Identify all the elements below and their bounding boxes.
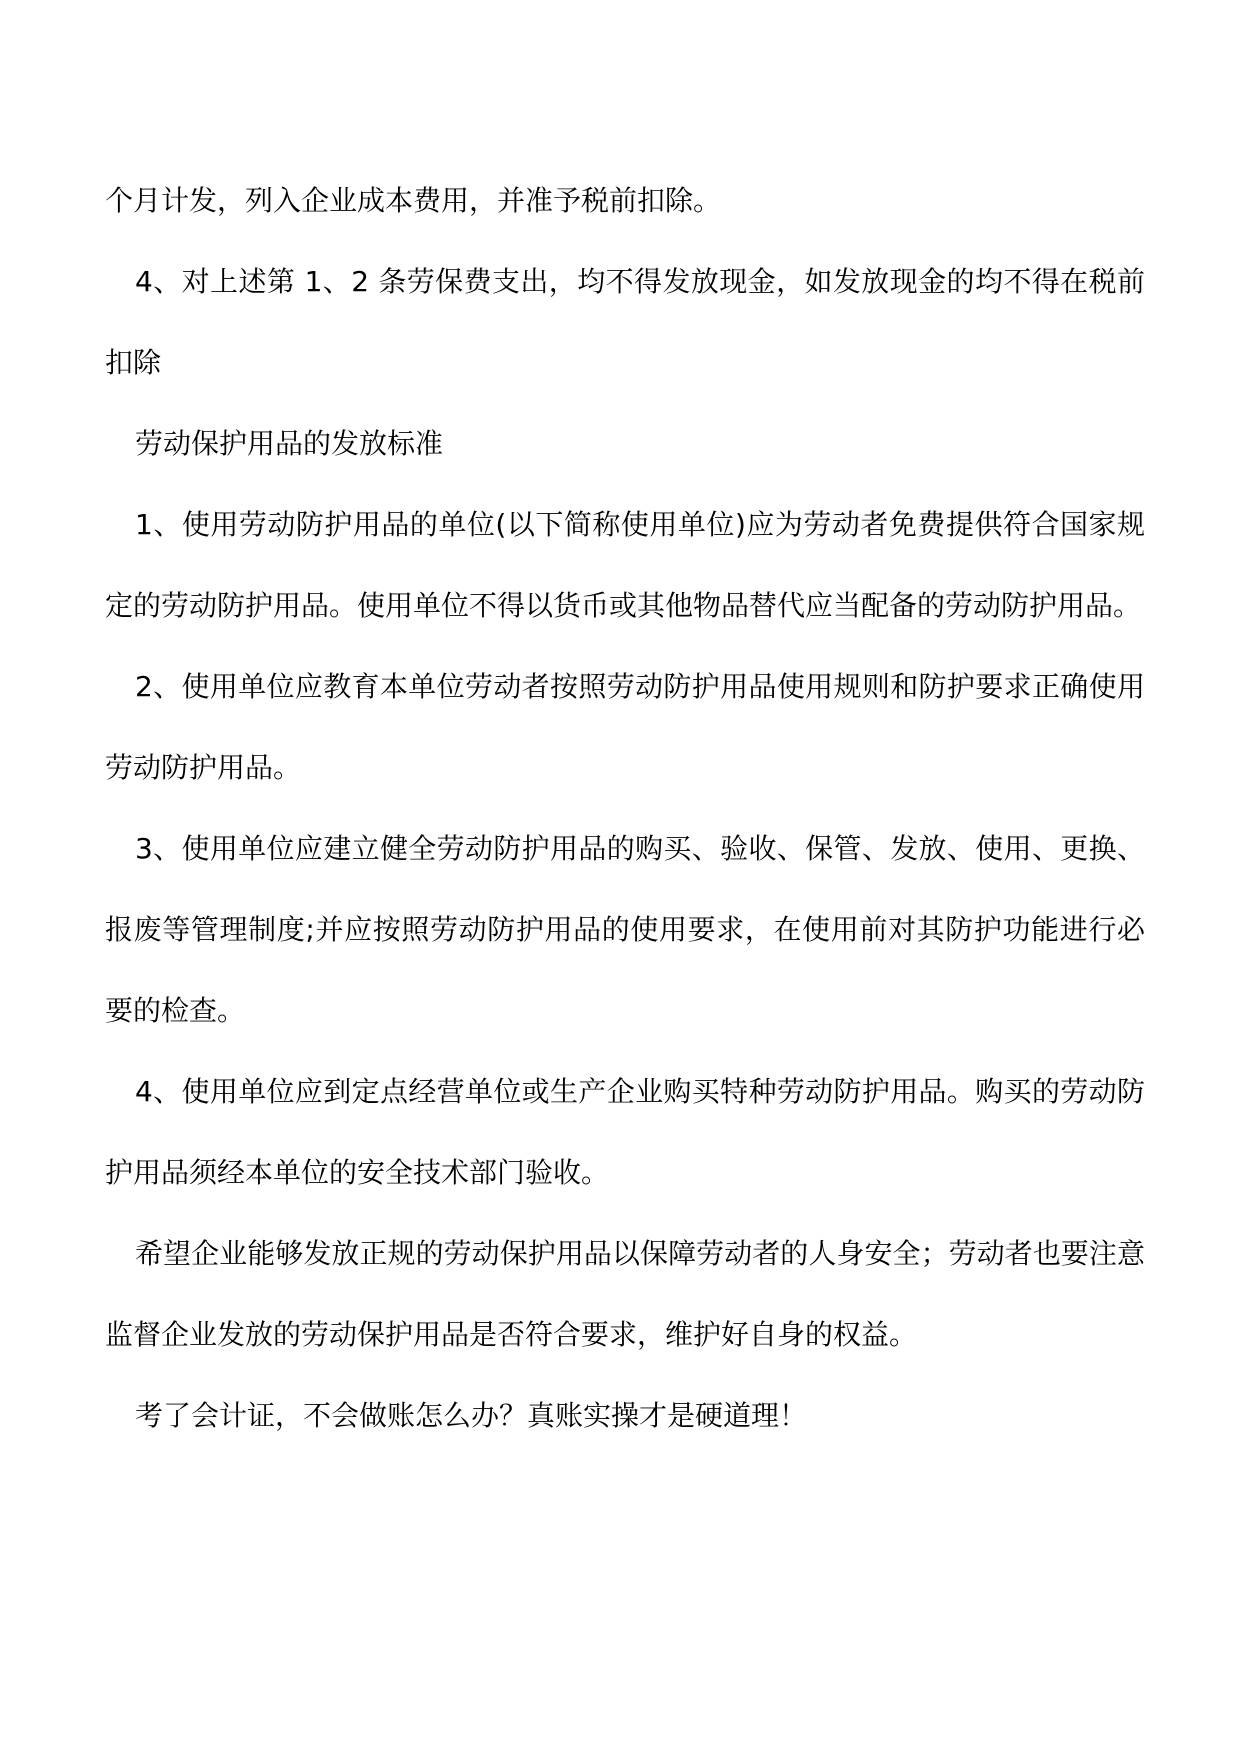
paragraph-conclusion: 希望企业能够发放正规的劳动保护用品以保障劳动者的人身安全；劳动者也要注意监督企业发放的劳动保护用品是否符合要求，维护好自身的权益。 xyxy=(105,1237,1145,1351)
paragraph-standard-4: 4、使用单位应到定点经营单位或生产企业购买特种劳动防护用品。购买的劳动防护用品须经本单位的安全技术部门验收。 xyxy=(105,1075,1145,1189)
paragraph-closing-line: 考了会计证，不会做账怎么办？真账实操才是硬道理！ xyxy=(135,1399,808,1432)
paragraph-item-4-cash: 4、对上述第 1、2 条劳保费支出，均不得发放现金，如发放现金的均不得在税前扣除 xyxy=(105,265,1145,379)
document-body xyxy=(105,160,1145,1456)
paragraph-standard-1: 1、使用劳动防护用品的单位(以下简称使用单位)应为劳动者免费提供符合国家规定的劳动防护用品。使用单位不得以货币或其他物品替代应当配备的劳动防护用品。 xyxy=(105,508,1145,622)
paragraph-standard-2: 2、使用单位应教育本单位劳动者按照劳动防护用品使用规则和防护要求正确使用劳动防护用品。 xyxy=(105,670,1145,784)
section-heading: 劳动保护用品的发放标准 xyxy=(135,427,444,460)
paragraph-continuation: 个月计发，列入企业成本费用，并准予税前扣除。 xyxy=(105,184,722,217)
paragraph-standard-3: 3、使用单位应建立健全劳动防护用品的购买、验收、保管、发放、使用、更换、报废等管理制度;并应按照劳动防护用品的使用要求，在使用前对其防护功能进行必要的检查。 xyxy=(105,832,1145,1027)
